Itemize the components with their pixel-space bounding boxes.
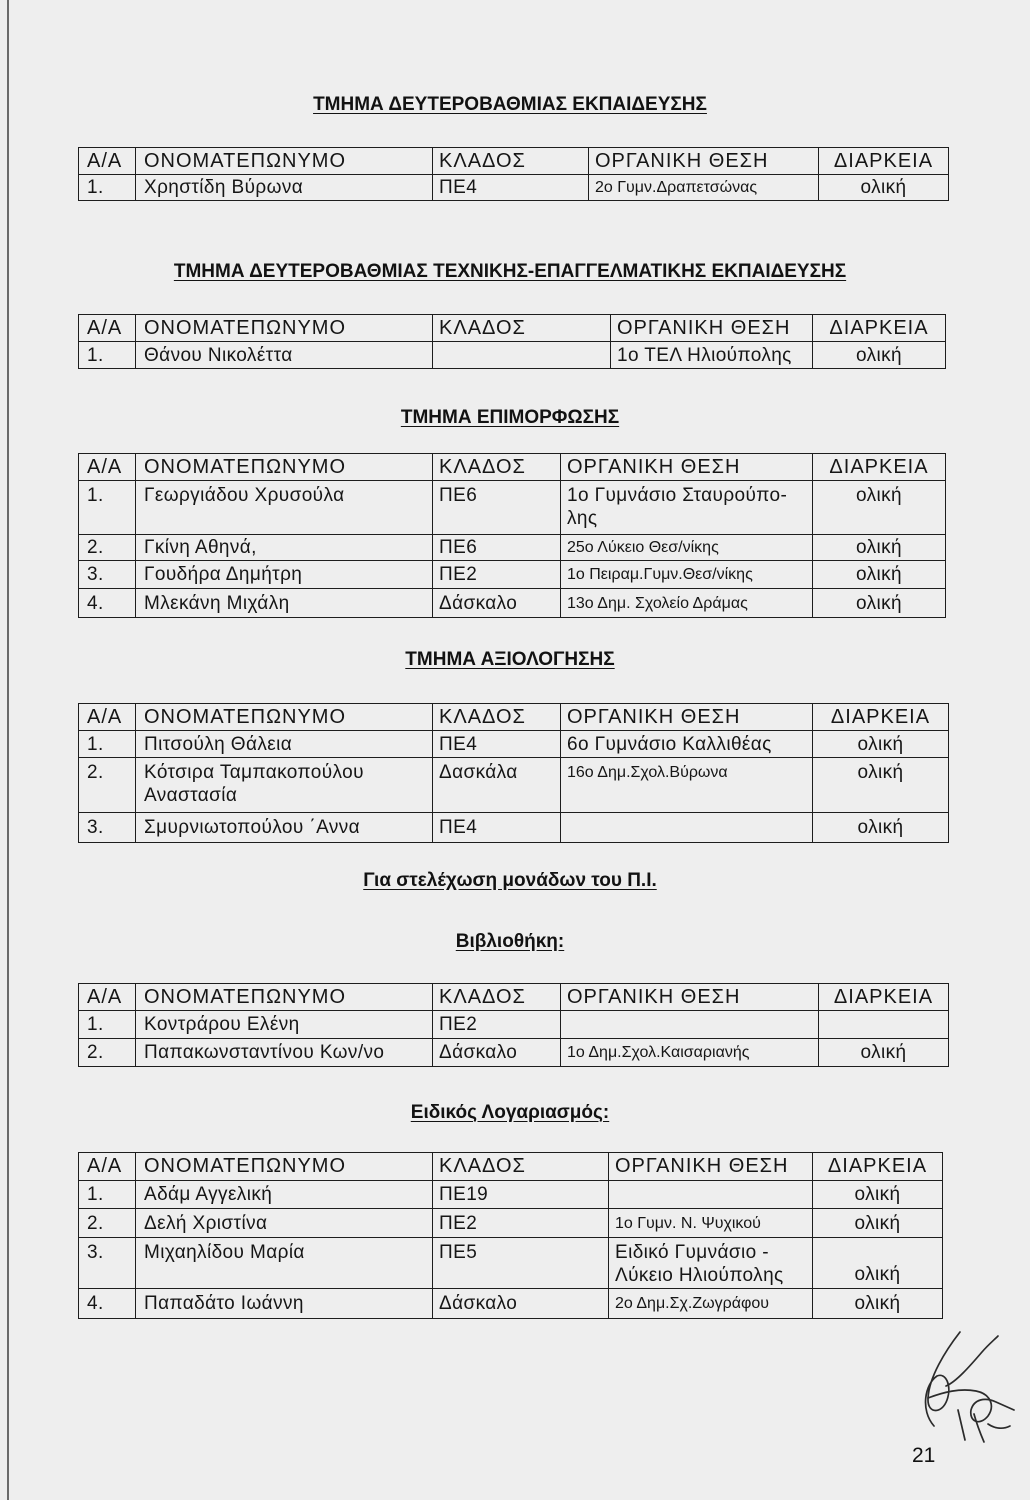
cell-name: Μλεκάνη Μιχάλη: [136, 589, 433, 618]
header-klados: ΚΛΑΔΟΣ: [433, 704, 561, 731]
header-aa: Α/Α: [79, 984, 136, 1011]
cell-name: Σμυρνιωτοπούλου ΄Αννα: [136, 813, 433, 843]
cell-aa: 3.: [79, 1238, 136, 1289]
cell-diarkeia: ολική: [813, 535, 946, 561]
cell-diarkeia: ολική: [813, 481, 946, 535]
cell-diarkeia: ολική: [813, 1289, 943, 1319]
table-row: [79, 561, 946, 589]
table-header-row: [79, 454, 946, 481]
section-heading: Βιβλιοθήκη:: [455, 931, 565, 952]
cell-name: Μιχαηλίδου Μαρία: [136, 1238, 433, 1289]
cell-aa: 1.: [79, 1011, 136, 1039]
cell-aa: 1.: [79, 175, 136, 201]
scan-edge: [7, 0, 9, 1500]
cell-klados: ΠΕ5: [433, 1238, 609, 1289]
table-header-row: [79, 315, 946, 342]
table-row: [79, 342, 946, 369]
cell-thesi: [609, 1181, 813, 1209]
cell-diarkeia: [819, 1011, 949, 1039]
cell-thesi: 25ο Λύκειο Θεσ/νίκης: [561, 535, 813, 561]
cell-klados: ΠΕ4: [433, 175, 589, 201]
table-row: [79, 1289, 943, 1319]
cell-name: Χρηστίδη Βύρωνα: [136, 175, 433, 201]
cell-thesi: [561, 1011, 819, 1039]
table-row: [79, 731, 949, 758]
header-klados: ΚΛΑΔΟΣ: [433, 1153, 609, 1181]
signature-stroke: [946, 1336, 998, 1386]
staff-table-evaluation: [78, 703, 949, 843]
header-aa: Α/Α: [79, 148, 136, 175]
cell-name: Πιτσούλη Θάλεια: [136, 731, 433, 758]
staffing-heading: Για στελέχωση μονάδων του Π.Ι.: [363, 870, 657, 891]
cell-klados: [433, 342, 611, 369]
cell-thesi: [561, 813, 813, 843]
cell-klados: ΠΕ4: [433, 813, 561, 843]
cell-aa: 2.: [79, 1209, 136, 1238]
header-klados: ΚΛΑΔΟΣ: [433, 984, 561, 1011]
table-row: [79, 1238, 943, 1289]
cell-diarkeia: ολική: [813, 758, 949, 813]
header-thesi: ΟΡΓΑΝΙΚΗ ΘΕΣΗ: [561, 984, 819, 1011]
section-heading: Ειδικός Λογαριασμός:: [410, 1102, 610, 1123]
cell-name: Κοντράρου Ελένη: [136, 1011, 433, 1039]
table-row: [79, 813, 949, 843]
table-row: [79, 175, 949, 201]
cell-klados: ΠΕ19: [433, 1181, 609, 1209]
cell-name: Παπαδάτο Ιωάννη: [136, 1289, 433, 1319]
cell-thesi: 6ο Γυμνάσιο Καλλιθέας: [561, 731, 813, 758]
header-name: ΟΝΟΜΑΤΕΠΩΝΥΜΟ: [136, 1153, 433, 1181]
cell-name: Δελή Χριστίνα: [136, 1209, 433, 1238]
header-name: ΟΝΟΜΑΤΕΠΩΝΥΜΟ: [136, 704, 433, 731]
staff-table-library: [78, 983, 949, 1067]
header-diarkeia: ΔΙΑΡΚΕΙΑ: [813, 454, 946, 481]
cell-klados: ΠΕ2: [433, 1011, 561, 1039]
header-diarkeia: ΔΙΑΡΚΕΙΑ: [819, 148, 949, 175]
table-row: [79, 535, 946, 561]
cell-aa: 1.: [79, 342, 136, 369]
header-name: ΟΝΟΜΑΤΕΠΩΝΥΜΟ: [136, 148, 433, 175]
cell-klados: ΠΕ4: [433, 731, 561, 758]
cell-diarkeia: ολική: [813, 1209, 943, 1238]
header-name: ΟΝΟΜΑΤΕΠΩΝΥΜΟ: [136, 315, 433, 342]
cell-thesi: 2ο Δημ.Σχ.Ζωγράφου: [609, 1289, 813, 1319]
cell-klados: Δασκάλα: [433, 758, 561, 813]
cell-klados: ΠΕ6: [433, 481, 561, 535]
cell-name: Γουδήρα Δημήτρη: [136, 561, 433, 589]
staff-table-training: [78, 453, 946, 618]
header-name: ΟΝΟΜΑΤΕΠΩΝΥΜΟ: [136, 984, 433, 1011]
cell-thesi: 13ο Δημ. Σχολείο Δράμας: [561, 589, 813, 618]
header-thesi: ΟΡΓΑΝΙΚΗ ΘΕΣΗ: [609, 1153, 813, 1181]
header-diarkeia: ΔΙΑΡΚΕΙΑ: [813, 1153, 943, 1181]
cell-aa: 4.: [79, 589, 136, 618]
signature: [898, 1328, 1022, 1450]
cell-klados: Δάσκαλο: [433, 1039, 561, 1067]
cell-name: Θάνου Νικολέττα: [136, 342, 433, 369]
cell-aa: 2.: [79, 535, 136, 561]
cell-klados: Δάσκαλο: [433, 589, 561, 618]
table-header-row: [79, 1153, 943, 1181]
header-aa: Α/Α: [79, 1153, 136, 1181]
header-diarkeia: ΔΙΑΡΚΕΙΑ: [813, 315, 946, 342]
table-row: [79, 481, 946, 535]
table-row: [79, 1181, 943, 1209]
header-thesi: ΟΡΓΑΝΙΚΗ ΘΕΣΗ: [589, 148, 819, 175]
cell-diarkeia: ολική: [813, 342, 946, 369]
cell-aa: 3.: [79, 813, 136, 843]
cell-thesi: 1ο Γυμνάσιο Σταυρούπο- λης: [561, 481, 813, 535]
cell-name: Αδάμ Αγγελική: [136, 1181, 433, 1209]
table-header-row: [79, 984, 949, 1011]
signature-stroke: [958, 1410, 1010, 1442]
cell-aa: 2.: [79, 1039, 136, 1067]
table-row: [79, 1209, 943, 1238]
header-aa: Α/Α: [79, 704, 136, 731]
section-heading: ΤΜΗΜΑ ΑΞΙΟΛΟΓΗΣΗΣ: [405, 649, 615, 670]
cell-diarkeia: ολική: [819, 175, 949, 201]
cell-diarkeia: ολική: [819, 1039, 949, 1067]
cell-klados: Δάσκαλο: [433, 1289, 609, 1319]
cell-thesi: 2ο Γυμν.Δραπετσώνας: [589, 175, 819, 201]
section-heading: ΤΜΗΜΑ ΔΕΥΤΕΡΟΒΑΘΜΙΑΣ ΕΚΠΑΙΔΕΥΣΗΣ: [313, 94, 707, 115]
signature-stroke: [926, 1332, 960, 1426]
cell-klados: ΠΕ2: [433, 561, 561, 589]
cell-name: Παπακωνσταντίνου Κων/νο: [136, 1039, 433, 1067]
cell-klados: ΠΕ2: [433, 1209, 609, 1238]
header-klados: ΚΛΑΔΟΣ: [433, 454, 561, 481]
header-thesi: ΟΡΓΑΝΙΚΗ ΘΕΣΗ: [611, 315, 813, 342]
cell-aa: 1.: [79, 1181, 136, 1209]
table-row: [79, 758, 949, 813]
signature-stroke: [928, 1390, 1014, 1422]
header-klados: ΚΛΑΔΟΣ: [433, 315, 611, 342]
table-header-row: [79, 704, 949, 731]
page-number: 21: [912, 1444, 936, 1467]
cell-aa: 1.: [79, 481, 136, 535]
header-diarkeia: ΔΙΑΡΚΕΙΑ: [813, 704, 949, 731]
table-row: [79, 1039, 949, 1067]
cell-thesi: 1ο Γυμν. Ν. Ψυχικού: [609, 1209, 813, 1238]
header-klados: ΚΛΑΔΟΣ: [433, 148, 589, 175]
header-aa: Α/Α: [79, 454, 136, 481]
section-heading: ΤΜΗΜΑ ΔΕΥΤΕΡΟΒΑΘΜΙΑΣ ΤΕΧΝΙΚΗΣ-ΕΠΑΓΓΕΛΜΑΤΙΚΗΣ ΕΚΠΑΙΔΕΥΣΗΣ: [173, 261, 847, 282]
cell-name: Γεωργιάδου Χρυσούλα: [136, 481, 433, 535]
header-aa: Α/Α: [79, 315, 136, 342]
cell-thesi: 1ο Πειραμ.Γυμν.Θεσ/νίκης: [561, 561, 813, 589]
cell-diarkeia: ολική: [813, 561, 946, 589]
header-name: ΟΝΟΜΑΤΕΠΩΝΥΜΟ: [136, 454, 433, 481]
cell-thesi: 1ο ΤΕΛ Ηλιούπολης: [611, 342, 813, 369]
staff-table-special-account: [78, 1152, 943, 1319]
cell-diarkeia: ολική: [813, 1238, 943, 1289]
table-row: [79, 589, 946, 618]
staff-table-technical: [78, 314, 946, 369]
cell-name: Γκίνη Αθηνά,: [136, 535, 433, 561]
cell-thesi: Ειδικό Γυμνάσιο - Λύκειο Ηλιούπολης: [609, 1238, 813, 1289]
header-thesi: ΟΡΓΑΝΙΚΗ ΘΕΣΗ: [561, 704, 813, 731]
section-heading: ΤΜΗΜΑ ΕΠΙΜΟΡΦΩΣΗΣ: [400, 407, 620, 428]
staff-table-secondary: [78, 147, 949, 201]
cell-diarkeia: ολική: [813, 589, 946, 618]
cell-thesi: 16ο Δημ.Σχολ.Βύρωνα: [561, 758, 813, 813]
table-row: [79, 1011, 949, 1039]
cell-aa: 4.: [79, 1289, 136, 1319]
cell-aa: 3.: [79, 561, 136, 589]
cell-aa: 1.: [79, 731, 136, 758]
cell-diarkeia: ολική: [813, 731, 949, 758]
header-thesi: ΟΡΓΑΝΙΚΗ ΘΕΣΗ: [561, 454, 813, 481]
cell-klados: ΠΕ6: [433, 535, 561, 561]
table-header-row: [79, 148, 949, 175]
cell-thesi: 1ο Δημ.Σχολ.Καισαριανής: [561, 1039, 819, 1067]
cell-diarkeia: ολική: [813, 813, 949, 843]
cell-diarkeia: ολική: [813, 1181, 943, 1209]
header-diarkeia: ΔΙΑΡΚΕΙΑ: [819, 984, 949, 1011]
cell-aa: 2.: [79, 758, 136, 813]
cell-name: Κότσιρα Ταμπακοπούλου Αναστασία: [136, 758, 433, 813]
